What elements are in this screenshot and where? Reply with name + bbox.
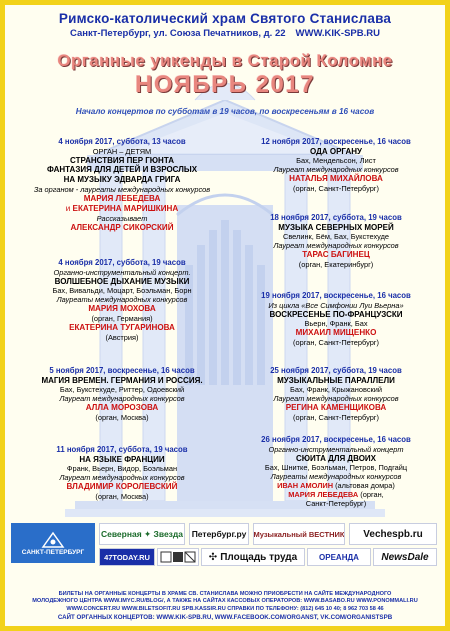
event-performer-detail: (орган, Москва)	[95, 413, 149, 423]
sponsor-spb-label: САНКТ-ПЕТЕРБУРГ	[21, 548, 85, 556]
event-date: 25 ноября 2017, суббота, 19 часов	[270, 366, 402, 375]
sponsor-newsdale-logo[interactable]: NewsDale	[373, 548, 437, 566]
church-address: Санкт-Петербург, ул. Союза Печатников, д. 22	[70, 28, 286, 39]
event-performer-detail: (орган, Москва)	[95, 492, 149, 502]
event-date: 4 ноября 2017, суббота, 13 часов	[58, 137, 186, 146]
event-credit: Лауреат международных конкурсов	[273, 165, 399, 175]
sponsor-muz-vestnik-logo[interactable]: Музыкальный ВЕСТНИК	[253, 523, 345, 545]
sponsor-spb-logo[interactable]	[11, 523, 95, 563]
ploshad-truda-label: Площадь труда	[220, 551, 298, 563]
event-program: Свелинк, Бём, Бах, Букстехуде	[282, 232, 390, 242]
church-address-line	[5, 28, 445, 39]
concert-event-right	[231, 137, 441, 193]
series-title: Органные уикенды в Старой Коломне	[57, 51, 393, 70]
event-credit: Органно-инструментальный концерт.	[53, 267, 191, 277]
event-performer	[231, 490, 441, 499]
concert-event-right	[231, 291, 441, 347]
event-credit: Лауреаты международных конкурсов	[270, 472, 402, 482]
event-credit: Из цикла «Все Симфонии Луи Вьерна»	[268, 300, 404, 310]
event-performer: ТАРАС БАГИНЕЦ	[302, 250, 370, 260]
event-program: Бах, Букстехуде, Риттер, Одоевский	[59, 385, 185, 395]
event-performer: ЕКАТЕРИНА ТУГАРИНОВА	[69, 323, 175, 333]
footer-contacts-line: WWW.CONCERT.RU WWW.BILETSOFIT.RU SPB.KASSIR.RU СПРАВКИ ПО ТЕЛЕФОНУ: (812) 645 10 40; 8 962 703 58 46	[66, 605, 384, 612]
event-program: Бах, Франк, Крыжановский	[289, 385, 383, 395]
event-date: 12 ноября 2017, воскресенье, 16 часов	[261, 137, 411, 146]
event-credit: Лауреаты международных конкурсов	[56, 295, 188, 305]
event-performer: МАРИЯ МОХОВА	[88, 304, 156, 314]
event-title: НА ЯЗЫКЕ ФРАНЦИИ	[79, 454, 165, 464]
concert-event-right	[231, 366, 441, 422]
event-title: ФАНТАЗИЯ ДЛЯ ДЕТЕЙ И ВЗРОСЛЫХ	[46, 165, 198, 175]
footer-operators-line: МОЛОДЕЖНОГО ЦЕНТРА WWW.IMYC.RU/BLOG/, А ТАКЖЕ НА САЙТАХ КАССОВЫХ ОПЕРАТОРОВ: WWW.BASABO.RU WWW.PONOMMALI.RU	[32, 598, 418, 605]
church-website-link[interactable]: WWW.KIK-SPB.RU	[295, 28, 380, 39]
event-credit: Лауреат международных конкурсов	[273, 394, 399, 404]
event-performer-detail: (Австрия)	[105, 333, 139, 343]
event-program: ОРГАН – ДЕТЯМ	[92, 146, 152, 156]
event-performer-detail: (орган, Санкт-Петербург)	[293, 413, 379, 423]
concert-event-right	[231, 435, 441, 508]
sponsor-ploshad-truda-logo[interactable]	[201, 548, 305, 566]
event-performer: АЛЛА МОРОЗОВА	[85, 403, 159, 413]
performer-name: МАРИЯ ЛЕБЕДЕВА	[288, 490, 359, 500]
performer-prefix: и	[65, 203, 73, 213]
event-credit: Органно-инструментальный концерт	[268, 444, 404, 454]
performer-name: ЕКАТЕРИНА МАРИШКИНА	[72, 203, 179, 213]
event-title: ВОЛШЕБНОЕ ДЫХАНИЕ МУЗЫКИ	[54, 276, 190, 286]
event-credit: Лауреат международных конкурсов	[273, 241, 399, 251]
concert-event-left	[17, 366, 227, 422]
poster-header	[5, 11, 445, 39]
event-performer-detail: (орган, Екатеринбург)	[298, 260, 374, 270]
spb-emblem-icon	[41, 531, 65, 549]
footer-tickets-line: БИЛЕТЫ НА ОРГАННЫЕ КОНЦЕРТЫ В ХРАМЕ СВ. СТАНИСЛАВА МОЖНО ПРИОБРЕСТИ НА САЙТЕ МЕЖДУНАРОДНОГО	[58, 591, 392, 597]
event-program: Франк, Вьерн, Видор, Боэльман	[66, 464, 178, 474]
event-credit: Лауреат международных конкурсов	[59, 473, 185, 483]
event-performer: МАРИЯ ЛЕБЕДЕВА	[83, 193, 161, 203]
concert-event-right	[231, 213, 441, 269]
footer-website-line: САЙТ ОРГАННЫХ КОНЦЕРТОВ: WWW.KIK-SPB.RU, WWW.FACEBOOK.COM/ORGANST, VK.COM/ORGANISTSPB	[57, 613, 393, 621]
event-performer-detail: (орган, Германия)	[91, 314, 153, 324]
event-date: 11 ноября 2017, суббота, 19 часов	[56, 445, 188, 454]
performer-name: ИВАН АМОЛИН	[277, 481, 334, 491]
event-program: Вьерн, Франк, Бах	[304, 319, 368, 329]
sponsor-media-icons-logo[interactable]	[157, 548, 199, 566]
event-date: 19 ноября 2017, воскресенье, 16 часов	[261, 291, 411, 300]
church-name: Римско-католический храм Святого Станислава	[58, 11, 392, 26]
event-credit: За органом - лауреаты международных конкурсов	[33, 184, 211, 194]
event-title: СЮИТА ДЛЯ ДВОИХ	[295, 453, 377, 463]
ploshad-truda-icon: ✣	[208, 551, 218, 563]
event-date: 26 ноября 2017, воскресенье, 16 часов	[261, 435, 411, 444]
start-time-note: Начало концертов по субботам в 19 часов, по воскресеньям в 16 часов	[75, 107, 375, 116]
performer-instrument: (орган,	[358, 490, 384, 500]
event-date: 18 ноября 2017, суббота, 19 часов	[270, 213, 402, 222]
event-performer: АЛЕКСАНДР СИКОРСКИЙ	[70, 222, 174, 232]
sponsor-oreanda-logo[interactable]: ОРЕАНДА	[307, 548, 371, 566]
event-performer-detail: (орган, Санкт-Петербург)	[293, 338, 379, 348]
event-title: СТРАНСТВИЯ ПЕР ГЮНТА	[70, 155, 174, 165]
event-title: ВОСКРЕСЕНЬЕ ПО-ФРАНЦУЗСКИ	[269, 309, 403, 319]
event-date: 4 ноября 2017, суббота, 19 часов	[58, 258, 186, 267]
event-performer: ВЛАДИМИР КОРОЛЕВСКИЙ	[66, 482, 178, 492]
sponsor-47today-logo[interactable]: 47TODAY.RU	[99, 548, 155, 566]
event-performer-detail: Санкт-Петербург)	[305, 499, 367, 509]
sponsors-strip	[5, 521, 445, 589]
event-performer: МИХАИЛ МИЩЕНКО	[295, 328, 377, 338]
event-program: Бах, Мендельсон, Лист	[296, 156, 376, 166]
sponsor-petersburg-ru-logo[interactable]: Петербург.ру	[189, 523, 249, 545]
performer-instrument: (альтовая домра)	[333, 481, 395, 491]
event-performer	[231, 481, 441, 490]
event-title: МУЗЫКА СЕВЕРНЫХ МОРЕЙ	[278, 222, 394, 232]
event-date: 5 ноября 2017, воскресенье, 16 часов	[49, 366, 195, 375]
event-title: ОДА ОРГАНУ	[310, 146, 362, 156]
sponsor-vechespb-logo[interactable]: Vechespb.ru	[349, 523, 437, 545]
concert-event-left	[17, 445, 227, 501]
event-performer-detail: (орган, Санкт-Петербург)	[293, 184, 379, 194]
event-credit: Лауреат международных конкурсов	[59, 394, 185, 404]
concert-event-left	[17, 137, 227, 232]
poster-footer	[5, 591, 445, 622]
month-title: НОЯБРЬ 2017	[135, 71, 315, 98]
event-performer: НАТАЛЬЯ МИХАЙЛОВА	[289, 174, 383, 184]
event-title: МУЗЫКАЛЬНЫЕ ПАРАЛЛЕЛИ	[277, 375, 395, 385]
event-program: Бах, Вивальди, Моцарт, Боэльман, Борн	[52, 286, 192, 296]
sponsor-severnaya-zvezda-logo[interactable]: Северная ✦ Звезда	[99, 523, 185, 545]
event-title: НА МУЗЫКУ ЭДВАРДА ГРИГА	[63, 175, 181, 185]
event-title: МАГИЯ ВРЕМЕН. ГЕРМАНИЯ И РОССИЯ.	[41, 375, 203, 385]
concert-event-left	[17, 258, 227, 342]
event-program: Бах, Шнитке, Боэльман, Петров, Подгайц	[264, 463, 408, 473]
event-credit: Рассказывает	[96, 213, 148, 223]
media-icons-icon	[160, 551, 196, 563]
event-performer: РЕГИНА КАМЕНЩИКОВА	[285, 403, 387, 413]
event-performer	[17, 204, 227, 214]
